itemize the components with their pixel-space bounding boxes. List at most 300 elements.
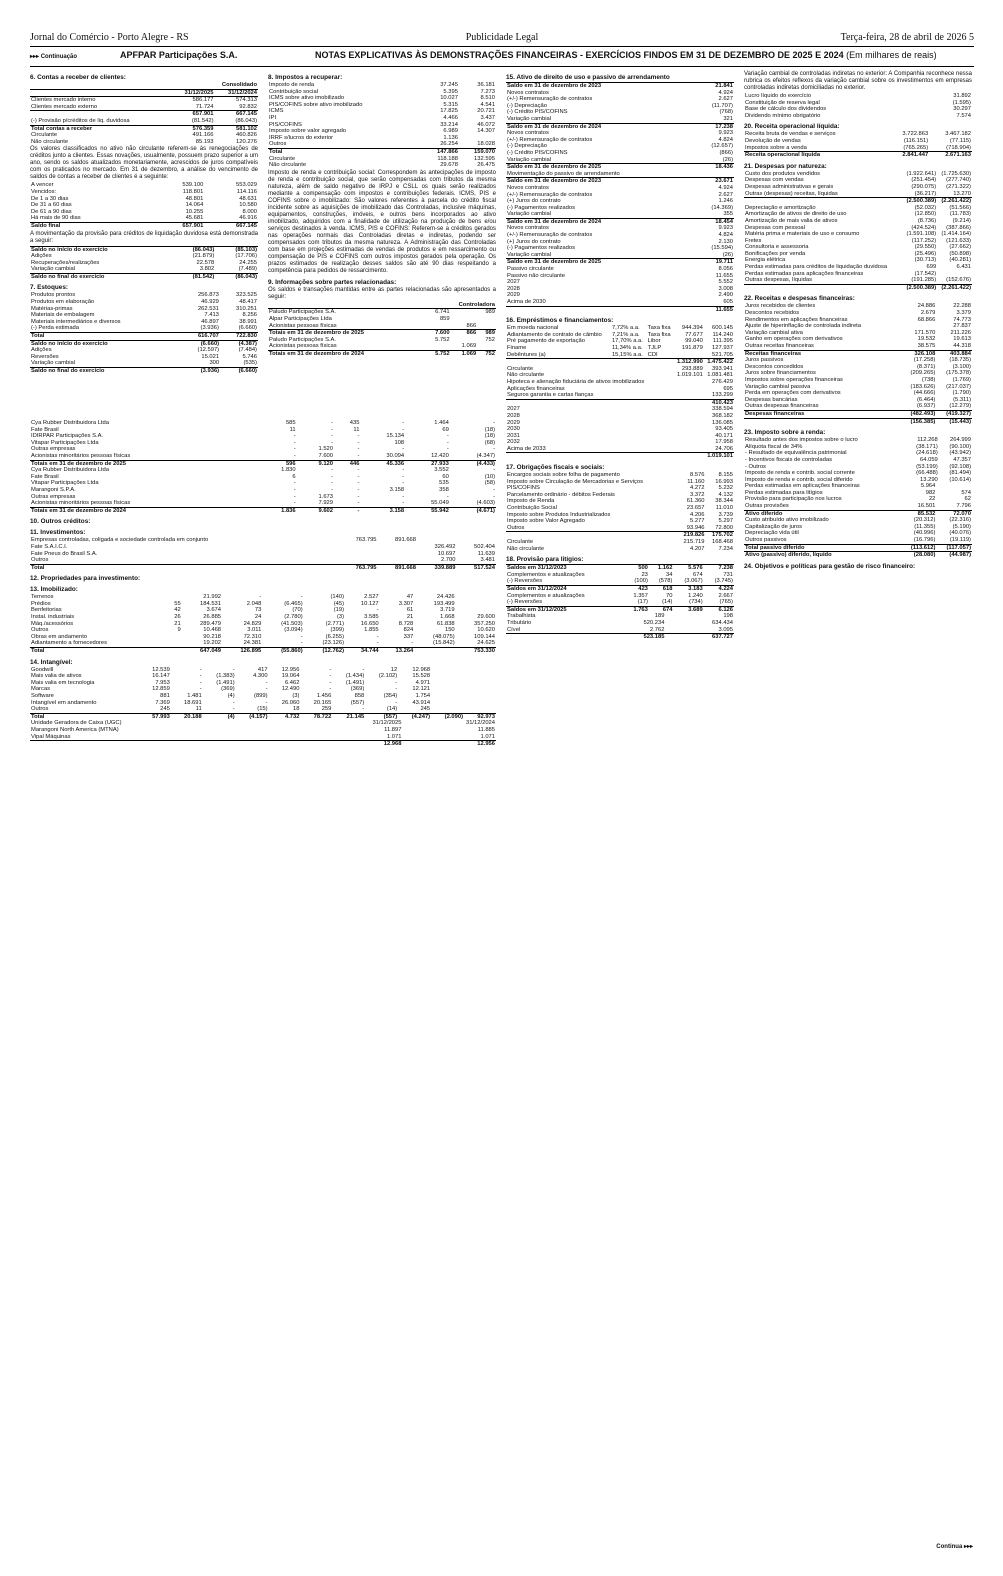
table-cell: Há mais de 90 dias xyxy=(31,215,81,222)
table-cell: 699 xyxy=(926,264,937,271)
table-cell: (18) xyxy=(484,433,495,440)
table-cell: (121.633) xyxy=(946,237,971,244)
table-cell: - xyxy=(265,679,268,686)
table-cell: Ativo (passivo) diferido, líquido xyxy=(744,552,901,559)
table-row xyxy=(268,343,496,350)
table-cell: 3.739 xyxy=(718,511,733,518)
table-cell: 3.481 xyxy=(480,557,495,564)
table-cell: (+) Juros do contrato xyxy=(507,238,561,245)
table-cell: 4.224 xyxy=(704,585,734,592)
table-cell: 198 xyxy=(723,613,733,620)
table-cell: 12.956 xyxy=(281,666,300,673)
table-cell: 14.064 xyxy=(185,202,204,209)
table-cell: (-) Pagamentos realizados xyxy=(507,245,575,252)
table-cell: 4.272 xyxy=(690,485,705,492)
table-cell: 10.580 xyxy=(239,202,257,209)
table-cell: 2027 xyxy=(507,406,520,413)
table-cell: Novos contratos xyxy=(507,130,549,137)
table-cell: - xyxy=(395,686,398,693)
table-cell: 90.218 xyxy=(203,633,222,640)
table-cell: 46.072 xyxy=(477,121,495,128)
table-cell: 114.240 xyxy=(712,331,733,338)
table-row xyxy=(744,517,972,524)
table-row xyxy=(30,306,258,313)
table-cell: 491.166 xyxy=(192,132,214,139)
table-cell: - xyxy=(331,426,334,433)
table-cell: (11.783) xyxy=(949,211,971,218)
table-row xyxy=(506,279,734,286)
table-row xyxy=(30,557,496,564)
table-cell: 891.668 xyxy=(395,537,417,544)
table-cell: 3.719 xyxy=(440,607,455,614)
table-cell: - xyxy=(293,486,296,493)
notes-title xyxy=(315,50,937,60)
table-cell: 3.437 xyxy=(480,114,495,121)
table-row xyxy=(744,225,972,232)
table-cell: Benfeitorias xyxy=(31,607,62,614)
table-cell: (45) xyxy=(333,600,345,607)
table-cell: 5.746 xyxy=(242,353,257,360)
table-cell: 18.028 xyxy=(477,141,495,148)
table-row xyxy=(744,483,972,490)
table-cell: 21.992 xyxy=(203,594,222,601)
table-cell: Complementos e atualizações xyxy=(507,592,585,599)
table-cell: ICMS sobre ativo imobilizado xyxy=(269,95,345,102)
table-cell: 5.752 xyxy=(435,336,450,343)
table-row xyxy=(506,532,734,539)
table-row xyxy=(30,292,258,299)
table-cell: Acima de 2033 xyxy=(507,445,546,452)
table-cell xyxy=(744,418,901,425)
table-cell: (738) xyxy=(921,376,936,383)
table-cell: 2.841.447 xyxy=(886,152,929,159)
table-row xyxy=(506,345,734,352)
table-cell: (+/-) Remensuração de contratos xyxy=(507,191,593,198)
table-row xyxy=(30,480,496,487)
table-cell: Total contas a receber xyxy=(30,125,171,132)
table-row xyxy=(30,667,496,674)
table-cell: 92.832 xyxy=(239,103,257,110)
table-cell: 605 xyxy=(723,299,733,305)
table-cell: 24.426 xyxy=(436,594,455,601)
table-row xyxy=(506,379,734,386)
table-cell: 16.501 xyxy=(917,503,936,510)
table-cell: Consultoria e assessoria xyxy=(745,244,809,251)
table-cell: Máq./acessórios xyxy=(31,620,74,627)
table-cell: 211.226 xyxy=(950,329,971,336)
table-cell: 4.207 xyxy=(690,545,705,552)
tax-recoverable-text: Imposto de renda e contribuição social: Correspondem às antecipações de imposto de renda e contribuição social, que serão compensadas com tributos da mesma natureza, além de saldo negativo de IRPJ e CSLL os quais serão realizados mediante a compensação com impostos e contribuições federais. ICMS, PIS e COFINS sobre o imobilizado: São valores referentes à parcela do crédito fiscal incidente sobre as aquisições de imobilizado das Controladas, inclusive máquinas, equipamentos, construções, imóveis, e outros bens incorporados ao ativo imobilizado, adquiridos com a finalidade de utilização na produção de bens e/ou serviços destinados à venda. ICMS, PIS e COFINS: Referem-se a créditos gerados nas operações normais das Controladas diretas e indiretas, podendo ser compensados com tributos da mesma natureza. A Administração das Controladas com base em projeções estimadas de vendas de produtos e em ressarcimento ou compensação de PIS e COFINS com outros impostos gerados pela operação. Os prazos estimados de realização desses saldos são até 90 dias respeitando a competência para pedidos de ressarcimento. xyxy=(268,169,496,274)
table-cell: 15.134 xyxy=(386,433,405,440)
table-cell: 48.631 xyxy=(239,195,257,202)
table-row xyxy=(268,141,496,148)
table-cell: 5.964 xyxy=(920,483,936,490)
table-cell: Saldo no final do exercício xyxy=(30,368,176,375)
table-cell: (-) Pagamentos realizados xyxy=(507,204,575,211)
intangible-table xyxy=(30,667,496,721)
table-cell: 31/12/2024 xyxy=(465,720,495,727)
table-cell: 9.120 xyxy=(297,460,334,467)
table-cell: 168.468 xyxy=(712,539,733,545)
table-row xyxy=(506,164,734,171)
table-cell: 48.801 xyxy=(185,195,204,202)
table-cell: - Outros xyxy=(745,463,766,470)
table-cell: 55.049 xyxy=(431,500,449,507)
table-cell: (290.075) xyxy=(911,183,937,190)
table-cell: Paludo Participações S.A. xyxy=(269,309,337,316)
table-cell: 20.165 xyxy=(313,699,332,706)
table-cell: 19.613 xyxy=(953,336,971,343)
table-cell: 21.841 xyxy=(689,83,734,90)
table-cell: Cya Rubber Distribuidora Ltda xyxy=(31,420,109,426)
table-cell: 21 xyxy=(406,614,414,621)
table-row xyxy=(30,507,496,514)
table-cell: Obras em andamento xyxy=(31,633,88,640)
table-row xyxy=(744,152,972,159)
table-cell: Depreciação vida útil xyxy=(745,530,799,537)
related-parties-consolidated xyxy=(30,420,496,748)
table-row xyxy=(506,286,734,293)
table-cell: 48.417 xyxy=(239,299,257,306)
table-cell: (100) xyxy=(634,578,648,585)
table-cell: Circulante xyxy=(507,539,534,545)
table-row xyxy=(506,252,734,259)
table-cell: (140) xyxy=(330,594,345,601)
table-cell: 19.202 xyxy=(203,640,222,647)
table-cell: Parcelamento ordinário - débitos Federais xyxy=(507,491,615,498)
provision-table xyxy=(30,246,258,281)
table-cell: Totais em 31 de dezembro de 2024 xyxy=(268,350,424,357)
masthead-section: Publicidade Legal xyxy=(465,32,539,43)
table-cell: 45.681 xyxy=(185,215,204,222)
loans-table xyxy=(506,325,734,379)
table-cell xyxy=(506,453,641,460)
table-cell: Mais valia de ativos xyxy=(31,673,82,680)
table-cell: 539.100 xyxy=(182,182,204,189)
table-row xyxy=(30,446,496,453)
table-row xyxy=(30,111,258,118)
table-cell: 61.360 xyxy=(686,498,705,505)
table-cell: 2.130 xyxy=(718,238,733,245)
table-cell: 657.901 xyxy=(171,111,214,118)
table-cell: (4) xyxy=(227,693,235,699)
table-row xyxy=(30,700,496,707)
table-row xyxy=(268,316,496,323)
table-cell: 37.245 xyxy=(440,82,458,88)
table-row xyxy=(744,138,972,145)
table-cell: Vipal Máquinas xyxy=(31,733,71,740)
table-row xyxy=(744,464,972,471)
table-row xyxy=(506,232,734,239)
table-row xyxy=(744,357,972,364)
table-cell: 127.937 xyxy=(712,344,733,351)
table-cell: (2.500.389) xyxy=(902,284,937,291)
table-row xyxy=(506,479,734,486)
table-cell: Matérias-primas xyxy=(31,305,73,312)
table-cell: (55.860) xyxy=(262,648,303,655)
note-6-title: 6. Contas a receber de clientes: xyxy=(30,74,126,81)
table-row xyxy=(744,457,972,464)
note-15-title: 15. Ativo de direito de uso e passivo de arrendamento xyxy=(506,74,670,81)
table-cell: 357.250 xyxy=(474,620,495,627)
table-cell: 34 xyxy=(665,571,673,578)
investments-table xyxy=(30,537,496,571)
table-cell: 33.214 xyxy=(440,121,458,128)
table-cell: 93.405 xyxy=(715,426,733,433)
table-cell: 3.802 xyxy=(199,266,215,273)
table-row xyxy=(30,420,496,427)
table-cell: Total xyxy=(30,333,182,340)
table-cell: 18.436 xyxy=(689,164,734,171)
table-row xyxy=(744,350,972,357)
table-cell: 42 xyxy=(174,607,181,614)
table-cell: Acionistas pessoas físicas xyxy=(269,322,337,329)
table-cell: 3.372 xyxy=(690,491,705,498)
table-cell xyxy=(30,741,309,748)
table-row xyxy=(506,299,734,306)
table-cell: - xyxy=(331,480,334,487)
table-cell: - xyxy=(357,500,360,507)
table-cell: 70 xyxy=(665,592,673,599)
dividends-table xyxy=(744,93,972,119)
table-cell: 600.145 xyxy=(712,325,733,332)
table-row xyxy=(30,139,258,146)
table-cell: Adições xyxy=(31,253,52,260)
table-cell: 22 xyxy=(928,496,936,503)
table-row xyxy=(30,260,258,267)
table-cell: 30.297 xyxy=(953,106,971,113)
table-row xyxy=(30,494,496,501)
table-cell: 120.276 xyxy=(236,138,257,145)
table-cell: 355 xyxy=(723,211,733,218)
table-cell: TJLP xyxy=(647,344,662,351)
table-cell: (66.488) xyxy=(916,470,938,477)
table-row xyxy=(30,614,496,621)
table-row xyxy=(30,347,258,354)
table-row xyxy=(744,503,972,510)
table-cell: 17,70% a.a. xyxy=(611,338,643,345)
table-cell: Total passivo diferido xyxy=(744,544,901,552)
table-cell: Perdas estimadas para litígios xyxy=(745,489,823,496)
table-row xyxy=(30,125,258,132)
table-cell: (14.369) xyxy=(711,204,733,211)
table-row xyxy=(506,634,734,641)
table-cell: (77.115) xyxy=(949,137,971,144)
table-row xyxy=(506,185,734,192)
table-cell: 1.357 xyxy=(633,592,648,599)
table-cell: - xyxy=(293,452,296,459)
table-row xyxy=(268,95,496,102)
provision-text: A movimentação da provisão para créditos de liquidação duvidosa está demonstrada a seguir: xyxy=(30,230,258,244)
table-cell: Não circulante xyxy=(269,162,307,169)
table-cell: 64.059 xyxy=(920,456,938,463)
table-cell: 1.081.481 xyxy=(707,372,733,379)
table-cell: - xyxy=(232,706,235,713)
table-cell: (7.484) xyxy=(238,347,257,354)
table-row xyxy=(744,303,972,310)
table-cell: 4.924 xyxy=(718,184,733,191)
table-row xyxy=(506,192,734,199)
table-cell: 8.256 xyxy=(242,312,257,319)
table-cell: (18) xyxy=(484,426,495,433)
table-cell: PIS/COFINS sobre ativo imobilizado xyxy=(269,101,363,108)
table-cell: 393.941 xyxy=(712,365,733,372)
table-cell: (50.898) xyxy=(949,250,971,257)
table-cell: 657.901 xyxy=(151,222,205,229)
table-cell: (-) Provisão p/créditos de liq. duvidosa xyxy=(31,117,130,124)
table-cell: 11.639 xyxy=(477,550,495,557)
table-cell: 175.702 xyxy=(706,532,734,539)
table-cell: Saldos em 31/12/2024 xyxy=(506,585,624,592)
table-cell xyxy=(424,323,451,330)
table-row xyxy=(506,439,734,446)
table-row xyxy=(506,205,734,212)
table-cell: 126.895 xyxy=(222,648,262,655)
table-row xyxy=(744,257,972,264)
table-cell: - xyxy=(493,446,495,453)
table-cell: 5.752 xyxy=(424,350,451,357)
table-row xyxy=(744,477,972,484)
table-cell: 22.288 xyxy=(953,303,971,310)
table-cell: Paludo Participações S.A. xyxy=(269,336,337,343)
table-cell: De 31 a 60 dias xyxy=(31,202,72,209)
table-cell: (-) Crédito PIS/COFINS xyxy=(507,109,568,116)
note-20-title: 20. Receita operacional líquida: xyxy=(744,123,840,131)
table-cell: Saldo em 31 de dezembro de 2024 xyxy=(506,218,695,225)
table-cell: 26.254 xyxy=(440,141,458,148)
table-cell: 171.570 xyxy=(914,329,936,336)
table-cell: 136.085 xyxy=(712,419,733,426)
table-cell: Despesas administrativas e gerais xyxy=(745,183,834,190)
table-cell: Custo atribuído ativo imobilizado xyxy=(745,517,829,524)
table-cell xyxy=(167,594,182,601)
table-cell: 4.732 xyxy=(269,713,301,720)
table-cell: 45.336 xyxy=(360,460,405,467)
table-row xyxy=(30,340,258,347)
table-cell: - xyxy=(395,679,398,686)
table-cell: (7.489) xyxy=(238,266,257,273)
table-cell: 31.892 xyxy=(953,93,971,99)
note-12-title: 12. Propriedades para investimento: xyxy=(30,575,141,583)
table-row xyxy=(744,218,972,225)
table-row xyxy=(30,741,496,748)
table-cell: 1.069 xyxy=(461,343,477,350)
table-cell: (3.094) xyxy=(284,627,303,634)
table-cell xyxy=(477,316,496,323)
table-cell: 982 xyxy=(925,489,936,496)
table-cell: 637.727 xyxy=(665,634,734,641)
table-cell: 3.011 xyxy=(247,627,262,634)
table-cell: - xyxy=(376,633,379,640)
table-cell: (48.075) xyxy=(433,633,455,640)
note-22-title: 22. Receitas e despesas financeiras: xyxy=(744,295,855,303)
table-row xyxy=(30,440,496,447)
table-cell: Saldo final xyxy=(30,222,151,229)
table-cell: (765.265) xyxy=(903,144,929,151)
table-row xyxy=(744,198,972,205)
table-cell: 29.600 xyxy=(477,614,495,621)
table-cell: 259 xyxy=(321,706,332,713)
table-cell: (27.662) xyxy=(949,244,971,251)
table-row xyxy=(30,433,496,440)
table-cell: 46.897 xyxy=(201,318,219,325)
table-cell: 4.300 xyxy=(253,673,268,680)
table-cell: 5.552 xyxy=(718,279,733,286)
table-cell: 23.671 xyxy=(695,178,734,185)
table-row xyxy=(30,564,496,571)
table-cell: - xyxy=(293,500,296,507)
table-cell: Ajuste de hiperinflação de controlada indireta xyxy=(745,323,862,330)
table-cell: Imposto sobre Circulação de Mercadorias e Serviços xyxy=(507,478,643,485)
table-row xyxy=(744,336,972,343)
table-cell: Outros xyxy=(31,627,49,634)
table-cell: Perdas estimadas em aplicações financeiras xyxy=(745,483,860,490)
table-cell: Total xyxy=(30,648,167,655)
table-cell: 19.064 xyxy=(281,673,300,680)
table-cell: 57.993 xyxy=(139,713,171,720)
table-cell xyxy=(674,352,704,359)
table-cell: CDI xyxy=(647,351,658,358)
table-row xyxy=(30,627,496,634)
table-row xyxy=(506,123,734,130)
table-row xyxy=(30,467,496,474)
table-row xyxy=(506,218,734,225)
table-cell: (369) xyxy=(350,686,365,693)
table-row xyxy=(744,205,972,212)
table-row xyxy=(506,225,734,232)
table-cell: Tributário xyxy=(507,619,532,626)
table-cell: Acionistas minoritários pessoas físicas xyxy=(31,452,131,459)
table-cell: 881 xyxy=(160,693,170,699)
table-cell: Marcas xyxy=(31,686,51,693)
table-row xyxy=(30,182,258,189)
table-cell: 264.999 xyxy=(950,437,971,444)
table-row xyxy=(268,115,496,122)
table-cell: (20.312) xyxy=(913,517,936,524)
table-cell: 55 xyxy=(174,600,181,607)
table-cell: 11.160 xyxy=(687,478,705,485)
table-cell: 5.232 xyxy=(718,485,733,492)
table-row xyxy=(744,364,972,371)
possible-losses-table xyxy=(506,613,734,640)
table-cell: 11.655 xyxy=(715,272,733,279)
table-cell: Fate Pneus do Brasil S.A. xyxy=(31,550,98,557)
table-cell: 4.924 xyxy=(718,89,733,96)
table-row xyxy=(506,130,734,137)
table-cell: (11.707) xyxy=(711,102,733,109)
table-row xyxy=(30,673,496,680)
table-cell: (92.108) xyxy=(949,463,971,470)
table-cell: 21.145 xyxy=(332,713,365,720)
table-row xyxy=(744,544,972,552)
table-cell: (51.566) xyxy=(949,204,971,211)
table-cell: Fate Brasil xyxy=(31,473,59,480)
table-row xyxy=(30,354,258,361)
table-row xyxy=(744,131,972,138)
table-cell: (1.790) xyxy=(952,390,971,397)
table-cell: Reversões xyxy=(31,353,59,360)
table-cell: - xyxy=(199,679,202,686)
table-cell xyxy=(611,366,647,373)
table-row xyxy=(506,392,734,399)
table-cell: Saldo em 31 de dezembro de 2023 xyxy=(506,83,689,90)
table-cell: 326.492 xyxy=(434,543,456,550)
table-cell: 1.246 xyxy=(718,198,733,205)
table-cell: (85.103) xyxy=(215,246,258,253)
table-cell: (116.151) xyxy=(903,137,929,144)
table-cell: (899) xyxy=(254,693,268,699)
table-cell: 72.070 xyxy=(936,510,972,517)
